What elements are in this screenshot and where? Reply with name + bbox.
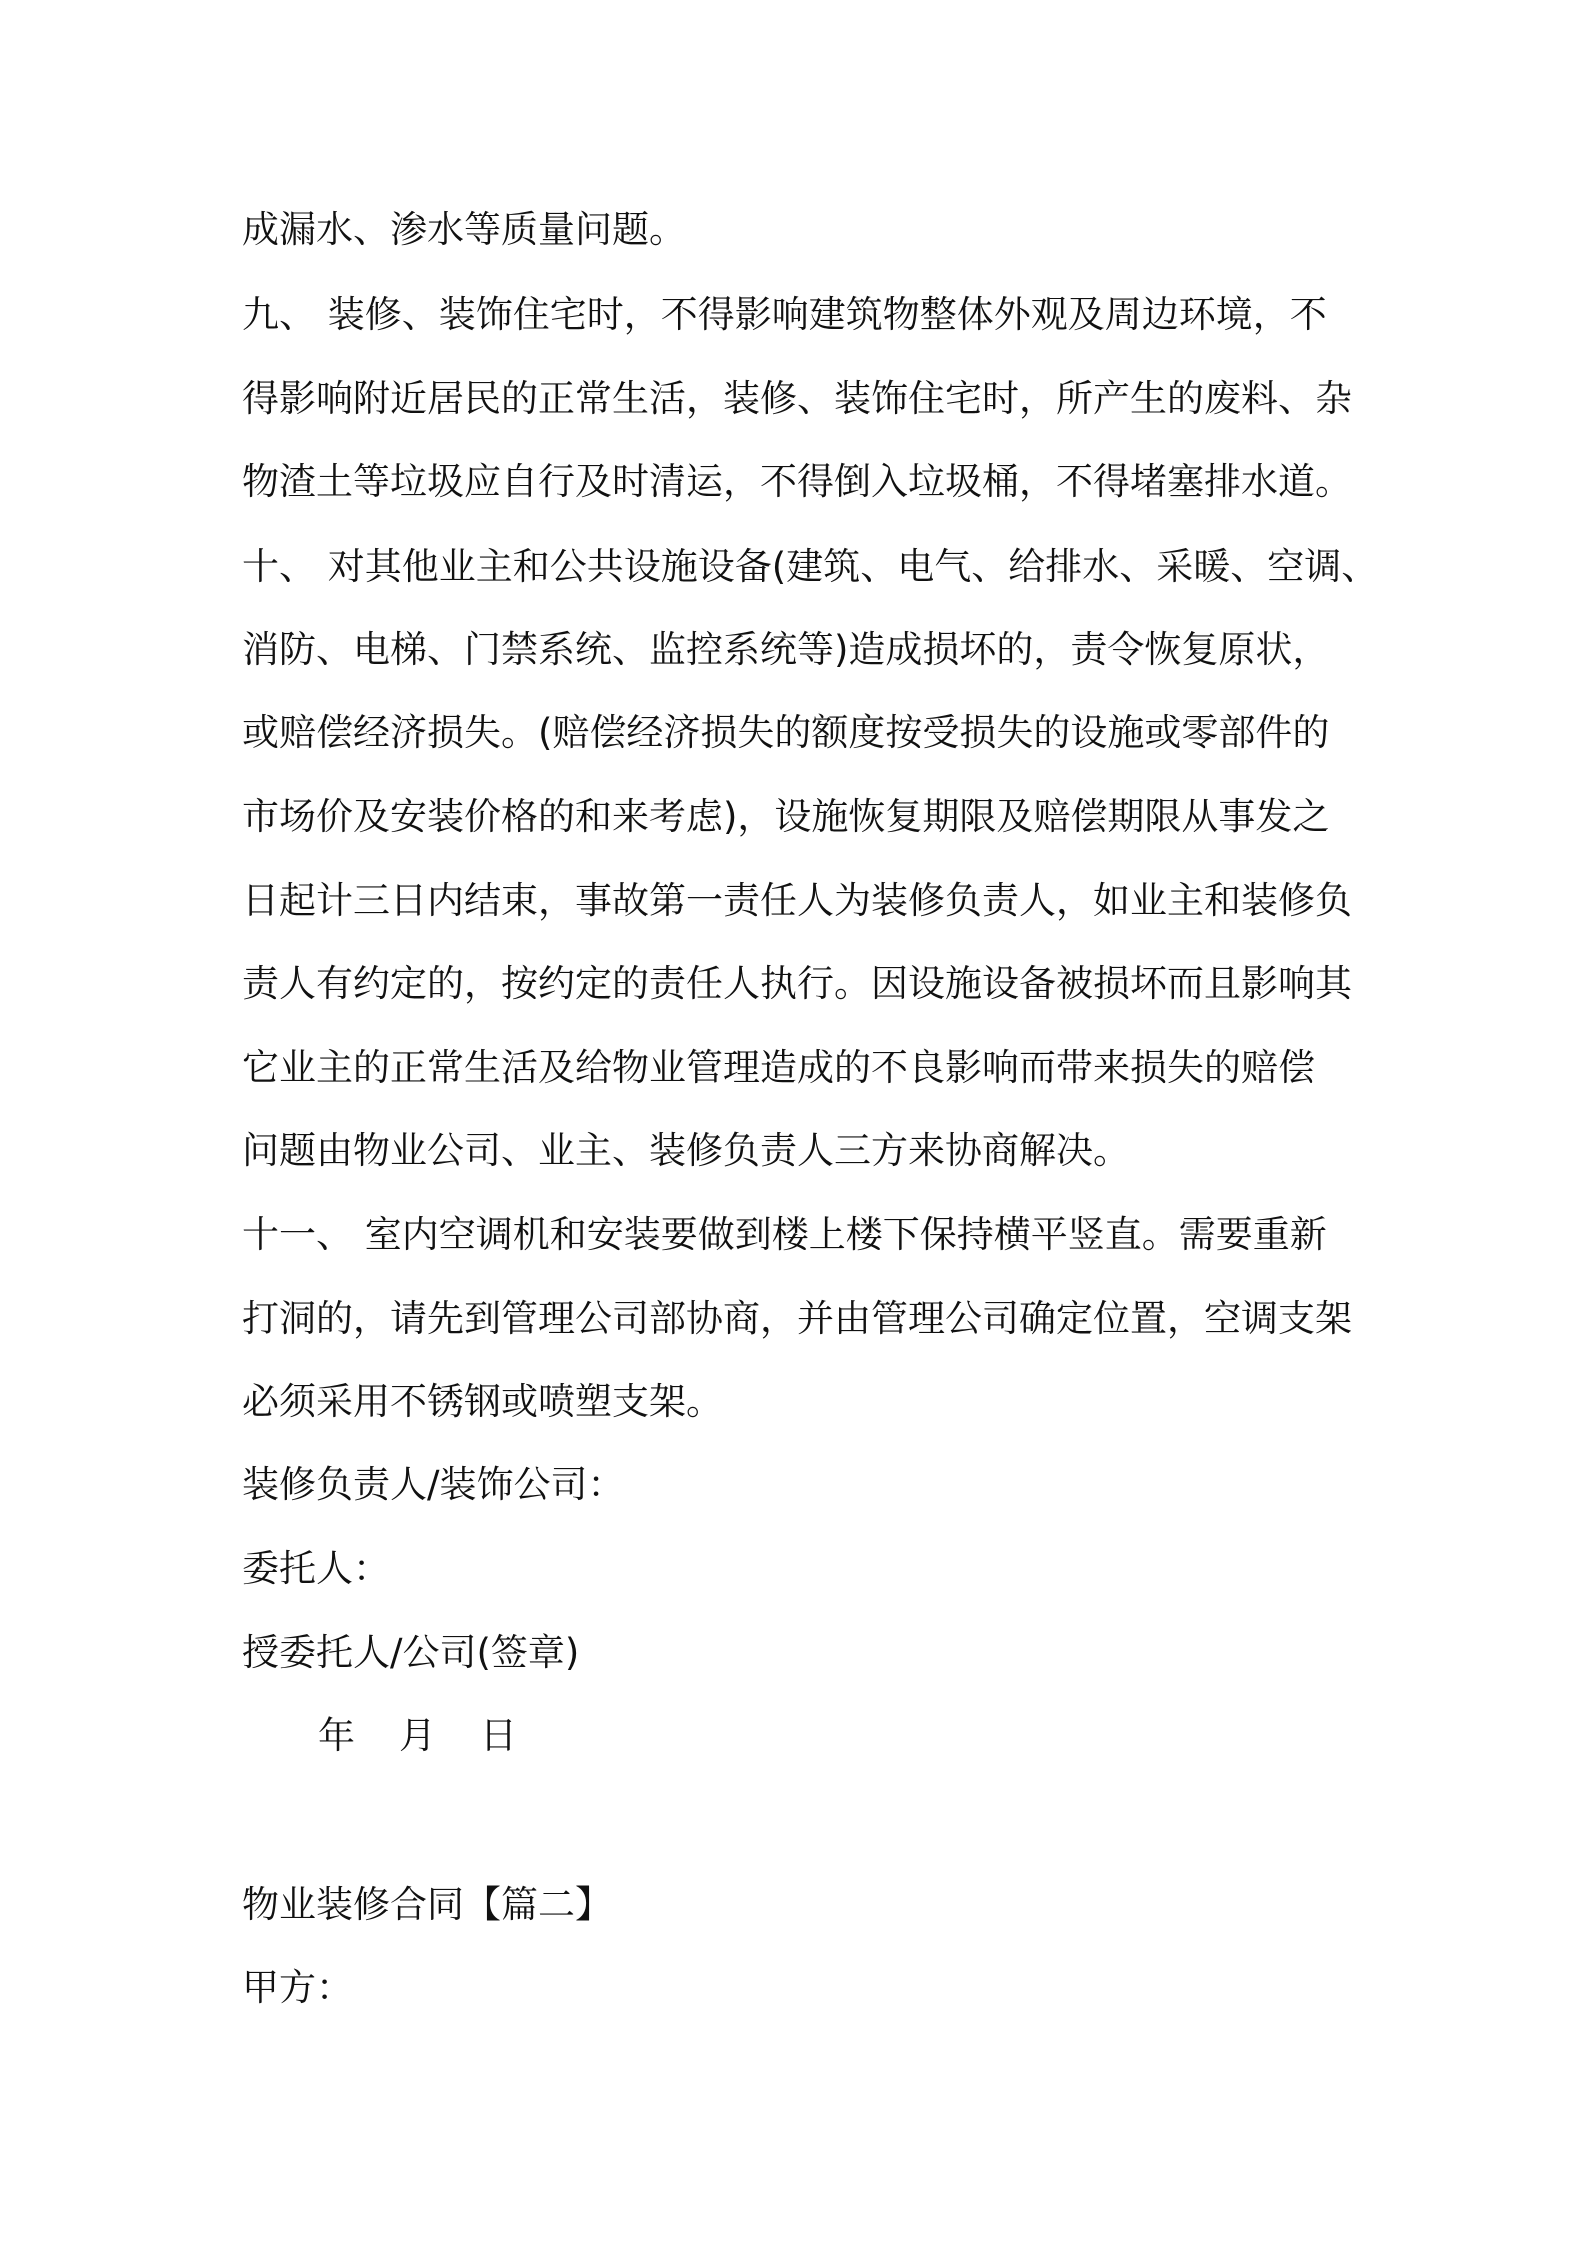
clause-10-line-8: 问题由物业公司、业主、装修负责人三方来协商解决。	[242, 1129, 1130, 1172]
clause-9-line-3: 物渣土等垃圾应自行及时清运，不得倒入垃圾桶，不得堵塞排水道。	[242, 460, 1352, 503]
clause-10-line-7: 它业主的正常生活及给物业管理造成的不良影响而带来损失的赔偿	[242, 1046, 1315, 1089]
clause-10-line-5: 日起计三日内结束，事故第一责任人为装修负责人，如业主和装修负	[242, 879, 1352, 922]
clause-11-line-3: 必须采用不锈钢或喷塑支架。	[242, 1380, 723, 1423]
date-day-label: 日	[480, 1714, 517, 1757]
clause-10-line-3: 或赔偿经济损失。(赔偿经济损失的额度按受损失的设施或零部件的	[242, 711, 1330, 754]
clause-10-line-2: 消防、电梯、门禁系统、监控系统等)造成损坏的，责令恢复原状，	[242, 628, 1330, 671]
clause-11-line-2: 打洞的，请先到管理公司部协商，并由管理公司确定位置，空调支架	[242, 1297, 1352, 1340]
text-line-1: 成漏水、渗水等质量问题。	[242, 208, 686, 251]
clause-9-line-1: 九、 装修、装饰住宅时，不得影响建筑物整体外观及周边环境，不	[242, 293, 1327, 336]
clause-10-line-6: 责人有约定的，按约定的责任人执行。因设施设备被损坏而且影响其	[242, 962, 1352, 1005]
party-a-label: 甲方：	[242, 1966, 353, 2009]
clause-10-line-4: 市场价及安装价格的和来考虑)，设施恢复期限及赔偿期限从事发之	[242, 795, 1330, 838]
authorized-signature-label: 授委托人/公司(签章)	[242, 1631, 580, 1674]
renovation-manager-label: 装修负责人/装饰公司：	[242, 1463, 625, 1506]
clause-10-line-1: 十、 对其他业主和公共设施设备(建筑、电气、给排水、采暖、空调、	[242, 545, 1379, 588]
date-line	[318, 1711, 517, 1761]
date-month-label: 月	[399, 1714, 436, 1757]
section-heading: 物业装修合同【篇二】	[242, 1883, 612, 1926]
date-year-label: 年	[318, 1714, 355, 1757]
client-label: 委托人：	[242, 1547, 390, 1590]
clause-11-line-1: 十一、 室内空调机和安装要做到楼上楼下保持横平竖直。需要重新	[242, 1213, 1327, 1256]
clause-9-line-2: 得影响附近居民的正常生活，装修、装饰住宅时，所产生的废料、杂	[242, 377, 1352, 420]
